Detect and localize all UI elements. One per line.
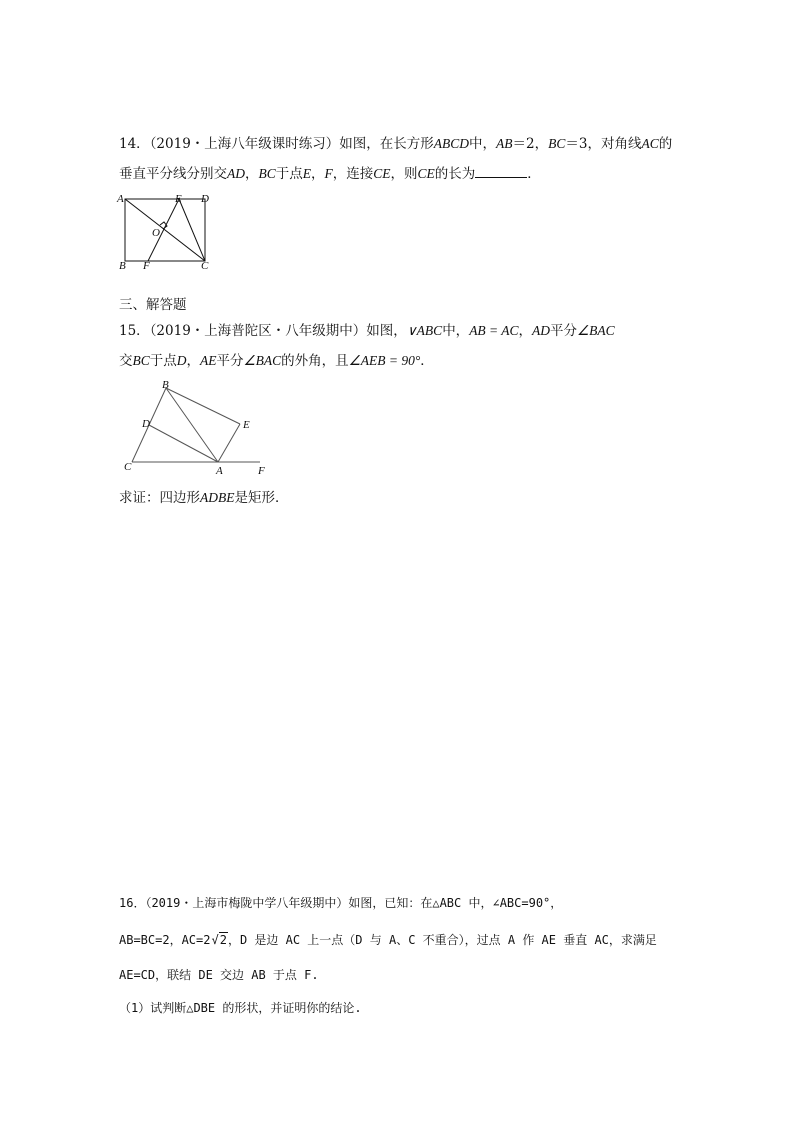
- q14-text: ．: [527, 166, 541, 182]
- label-f: F: [143, 260, 150, 272]
- q14-var: AC: [641, 136, 659, 151]
- label-c: C: [124, 461, 132, 473]
- label-a: A: [117, 193, 124, 205]
- q15-text: 的外角，且: [281, 353, 349, 369]
- q15-text: ，: [518, 323, 533, 339]
- label-b: B: [162, 379, 169, 391]
- q14-var: CE: [373, 166, 391, 181]
- q15-text: 中，: [442, 323, 470, 339]
- q15-line-1: [119, 322, 615, 340]
- label-d: D: [142, 418, 150, 430]
- q15-text: 如图，: [366, 323, 407, 339]
- q14-var: BC: [258, 166, 276, 181]
- q16-text: AB=BC=2，AC=2: [119, 933, 211, 947]
- q15-math: AD: [532, 323, 551, 338]
- q16-text: ，D 是边 AC 上一点（D 与 A、C 不重合），过点 A 作 AE 垂直 AC，求满足: [227, 933, 657, 947]
- q15-number: 15．: [119, 323, 150, 339]
- label-f: F: [258, 465, 265, 477]
- q15-text: ，: [186, 353, 201, 369]
- q15-text: 求证：四边形: [119, 490, 200, 506]
- q14-text: ＝2，: [512, 136, 549, 152]
- q14-line-2: [119, 164, 541, 183]
- q14-var: AD: [227, 166, 245, 181]
- q14-source: （2019・上海八年级课时练习）: [149, 136, 340, 152]
- q15-prove: [119, 489, 289, 507]
- label-e: E: [243, 419, 250, 431]
- q15-math: ADBE: [200, 490, 235, 505]
- label-d: D: [201, 193, 209, 205]
- q14-var: ABCD: [433, 136, 470, 151]
- section-title: 三、解答题: [119, 297, 187, 313]
- segment-ab: [166, 388, 218, 462]
- q14-text: 如图，在长方形: [339, 136, 434, 152]
- answer-blank[interactable]: [475, 164, 527, 178]
- q15-math: ∠BAC: [243, 353, 282, 368]
- q15-text: 交: [119, 353, 133, 369]
- q15-math: BC: [132, 353, 150, 368]
- q14-text: 垂直平分线分别交: [119, 166, 227, 182]
- q14-line-1: [119, 135, 672, 153]
- q15-math: ∠AEB = 90°: [348, 353, 421, 368]
- q15-math: ∨ABC: [406, 323, 443, 338]
- q16-line-3: AE=CD，联结 DE 交边 AB 于点 F.: [119, 968, 319, 982]
- q14-var: F: [324, 166, 333, 181]
- q15-figure: [120, 378, 280, 478]
- q15-text: 平分: [216, 353, 244, 369]
- q15-line-2: [119, 352, 434, 370]
- q14-text: 的: [658, 136, 673, 152]
- q14-var: AB: [496, 136, 513, 151]
- q14-var: BC: [548, 136, 566, 151]
- q15-text: 是矩形．: [234, 490, 289, 506]
- segment-be: [166, 388, 240, 424]
- q15-math: D: [176, 353, 187, 368]
- q14-text: ，则: [390, 166, 418, 182]
- label-b: B: [119, 260, 126, 272]
- label-o: O: [152, 227, 160, 239]
- q16-line-2: [119, 931, 657, 949]
- q14-text: 中，: [469, 136, 497, 152]
- segment-da: [149, 425, 218, 462]
- label-e: E: [175, 193, 182, 205]
- q14-text: ，: [311, 166, 325, 182]
- radicand: 2: [219, 933, 227, 947]
- q15-math: AE: [200, 353, 217, 368]
- sqrt-sign: √2: [211, 933, 227, 947]
- q14-var: CE: [417, 166, 435, 181]
- q14-text: 于点: [275, 166, 303, 182]
- q14-text: ＝3，对角线: [565, 136, 642, 152]
- q15-text: 平分: [550, 323, 578, 339]
- q16-line-4: （1）试判断△DBE 的形状，并证明你的结论.: [119, 1001, 362, 1015]
- segment-ce: [179, 199, 205, 261]
- label-c: C: [201, 260, 209, 272]
- q14-var: E: [302, 166, 312, 181]
- q15-math: AB = AC: [469, 323, 519, 338]
- q16-line-1: 16．（2019・上海市梅陇中学八年级期中）如图，已知：在△ABC 中，∠ABC=90°，: [119, 896, 563, 910]
- q14-text: 的长为: [434, 166, 476, 182]
- q15-math: ∠BAC: [577, 323, 615, 338]
- q15-text: ．: [420, 353, 434, 369]
- q14-figure: [115, 190, 225, 270]
- segment-ea: [218, 424, 240, 462]
- q15-text: 于点: [149, 353, 177, 369]
- q14-number: 14．: [119, 136, 150, 152]
- q15-source: （2019・上海普陀区・八年级期中）: [149, 323, 367, 339]
- diagonal-ac: [125, 199, 205, 261]
- label-a: A: [216, 465, 223, 477]
- q14-text: ，连接: [332, 166, 374, 182]
- q14-text: ，: [245, 166, 259, 182]
